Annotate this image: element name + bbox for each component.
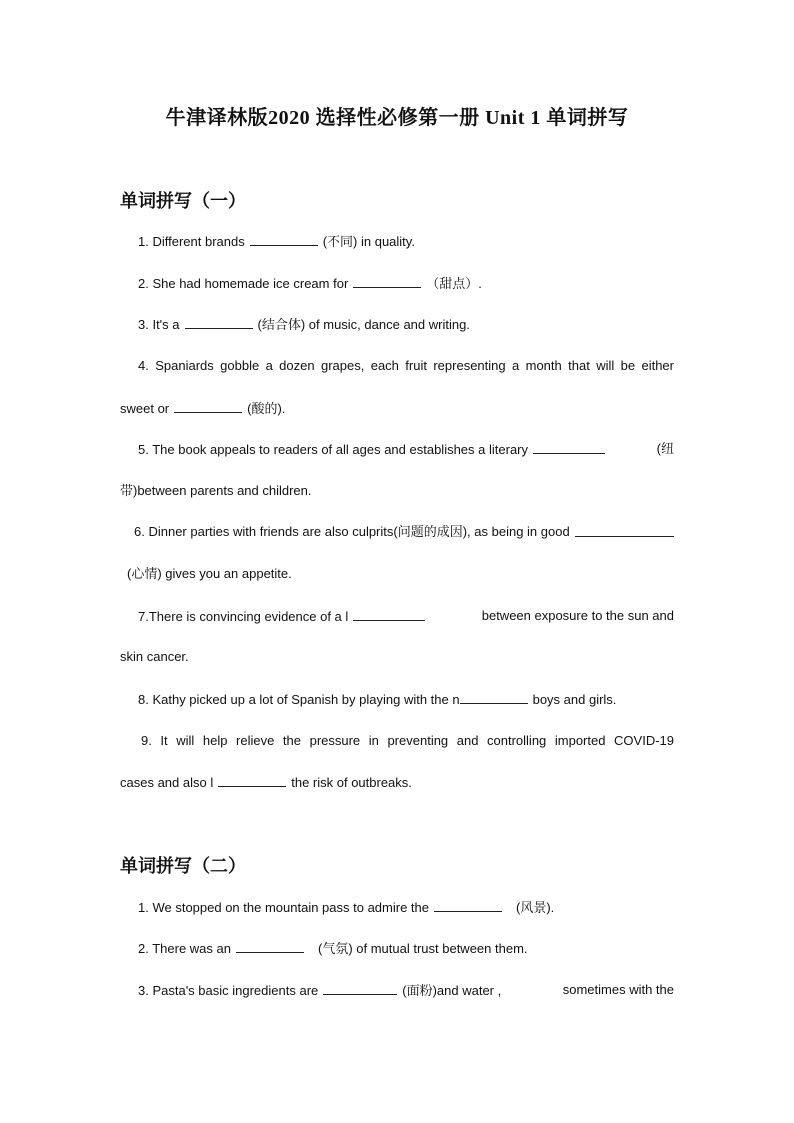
- question-1-6-line1: 6. Dinner parties with friends are also culprits(问题的成因), as being in good: [134, 524, 674, 540]
- section-heading-2: 单词拼写（二）: [120, 856, 246, 876]
- question-1-1: 1. Different brands (不同) in quality.: [138, 234, 415, 249]
- question-1-3: 3. It's a (结合体) of music, dance and writing.: [138, 317, 470, 332]
- question-1-8: 8. Kathy picked up a lot of Spanish by playing with the n boys and girls.: [138, 692, 617, 707]
- question-1-2: 2. She had homemade ice cream for （甜点）.: [138, 276, 482, 291]
- question-1-5-line2: 带)between parents and children.: [120, 483, 312, 498]
- question-2-1: 1. We stopped on the mountain pass to admire the (风景).: [138, 900, 555, 915]
- document-title: 牛津译林版2020 选择性必修第一册 Unit 1 单词拼写: [165, 107, 629, 129]
- answer-blank[interactable]: [174, 400, 242, 413]
- answer-blank[interactable]: [533, 441, 605, 454]
- section-heading-1: 单词拼写（一）: [120, 191, 246, 211]
- answer-blank[interactable]: [218, 774, 286, 787]
- question-2-3: 3. Pasta's basic ingredients are (面粉)and water , sometimes with the: [138, 982, 674, 998]
- question-1-7-line2: skin cancer.: [120, 649, 189, 664]
- answer-blank[interactable]: [353, 608, 425, 621]
- answer-blank[interactable]: [460, 691, 528, 704]
- question-1-4-line2: sweet or (酸的).: [120, 401, 286, 416]
- answer-blank[interactable]: [575, 524, 674, 537]
- question-1-9-line2: cases and also l the risk of outbreaks.: [120, 775, 412, 790]
- answer-blank[interactable]: [185, 316, 253, 329]
- answer-blank[interactable]: [353, 275, 421, 288]
- question-1-9-line1: 9. It will help relieve the pressure in preventing and controlling imported COVID-19: [141, 733, 674, 748]
- answer-blank[interactable]: [236, 940, 304, 953]
- question-1-6-line2: (心情) gives you an appetite.: [127, 566, 292, 581]
- answer-blank[interactable]: [323, 982, 397, 995]
- question-2-2: 2. There was an (气氛) of mutual trust between them.: [138, 941, 528, 956]
- answer-blank[interactable]: [434, 899, 502, 912]
- question-1-4-line1: 4. Spaniards gobble a dozen grapes, each fruit representing a month that will be either: [138, 358, 674, 373]
- answer-blank[interactable]: [250, 233, 318, 246]
- question-1-5-line1: 5. The book appeals to readers of all ages and establishes a literary (纽: [138, 441, 674, 457]
- question-1-7-line1: 7.There is convincing evidence of a l between exposure to the sun and: [138, 608, 674, 624]
